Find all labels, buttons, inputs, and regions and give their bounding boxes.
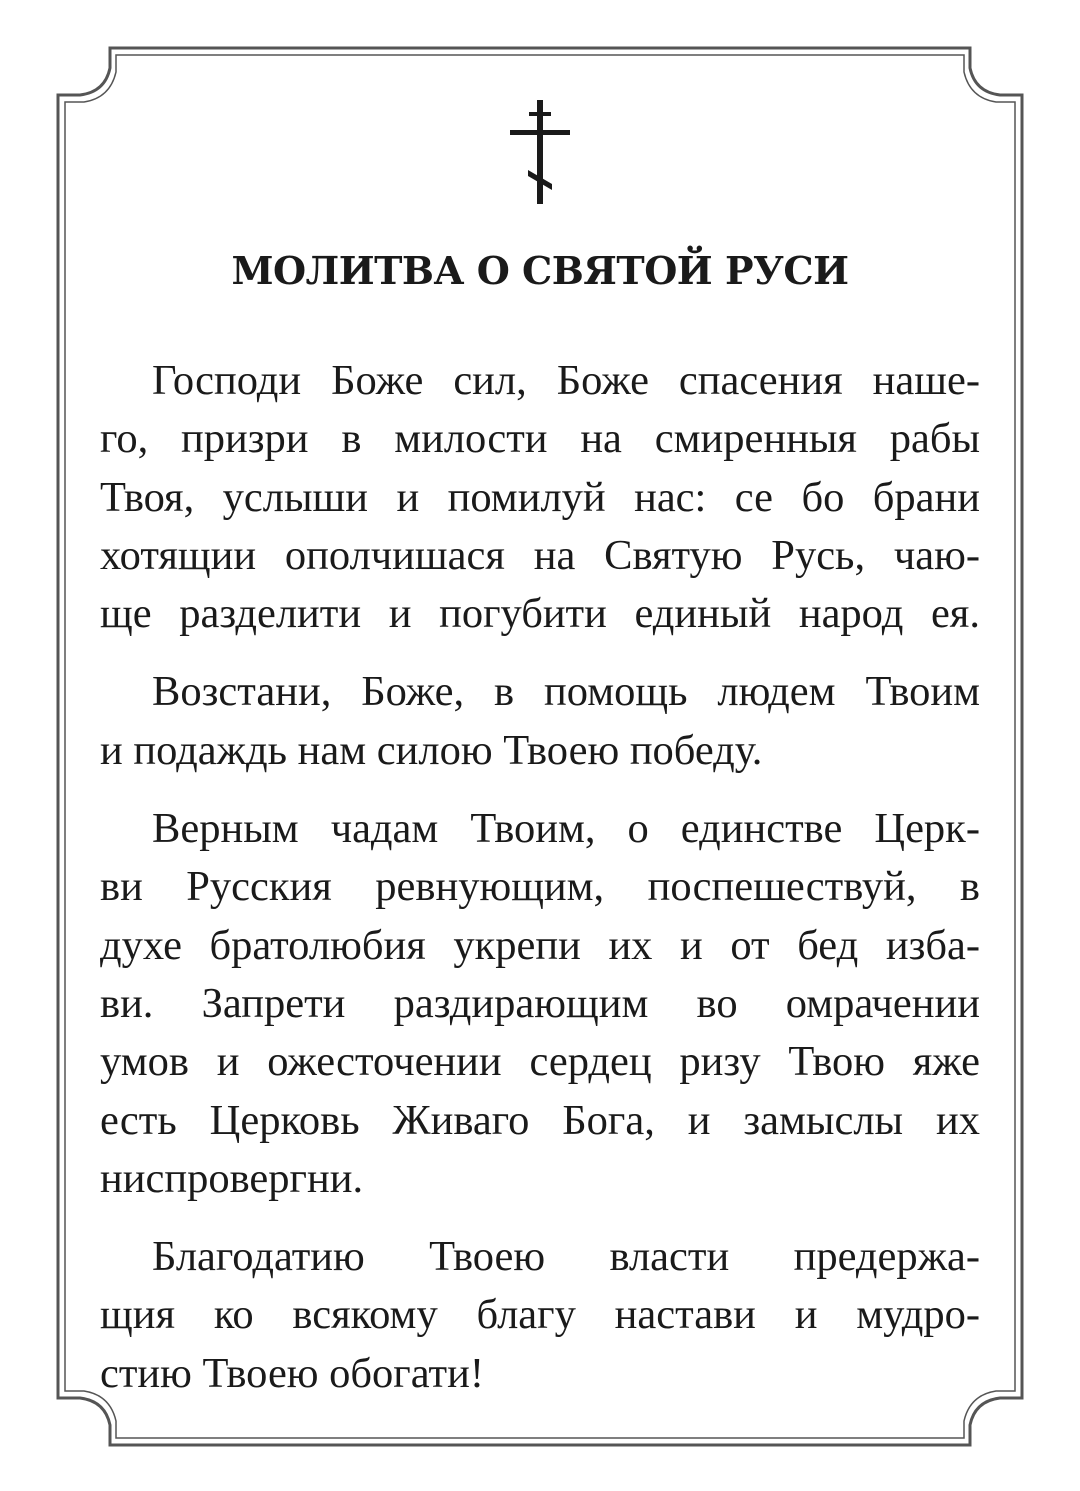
- text-line: щия ко всякому благу настави и мудро-: [100, 1291, 980, 1339]
- paragraph: [100, 1228, 980, 1403]
- prayer-text: [100, 352, 980, 1423]
- text-line: Твоя, услыши и помилуй нас: се бо брани: [100, 473, 980, 521]
- text-line: умов и ожесточении сердец ризу Твою яже: [100, 1038, 980, 1086]
- paragraph: [100, 663, 980, 780]
- text-line: го, призри в милости на смиренныя рабы: [100, 415, 980, 463]
- text-line: ниспровергни.: [100, 1154, 364, 1202]
- text-line: и подаждь нам силою Твоею победу.: [100, 726, 763, 774]
- text-line: стию Твоею обогати!: [100, 1349, 484, 1397]
- text-line: Господи Боже сил, Боже спасения наше-: [152, 357, 980, 404]
- text-line: Благодатию Твоею власти предержа-: [152, 1233, 980, 1281]
- paragraph: [100, 800, 980, 1208]
- page-title: МОЛИТВА О СВЯТОЙ РУСИ: [231, 248, 849, 293]
- text-line: Верным чадам Твоим, о единстве Церк-: [152, 805, 980, 853]
- text-line: Возстани, Боже, в помощь людем Твоим: [152, 668, 980, 716]
- paragraph: [100, 352, 980, 643]
- text-line: ще разделити и погубити единый народ ея.: [100, 590, 980, 638]
- text-line: есть Церковь Живаго Бога, и замыслы их: [100, 1096, 980, 1144]
- text-line: ви. Запрети раздирающим во омрачении: [100, 979, 980, 1027]
- text-line: духе братолюбия укрепи их и от бед изба-: [100, 921, 980, 969]
- orthodox-cross-icon: [506, 100, 574, 204]
- text-line: хотящии ополчишася на Святую Русь, чаю-: [100, 531, 980, 579]
- text-line: ви Русския ревнующим, поспешествуй, в: [100, 863, 980, 911]
